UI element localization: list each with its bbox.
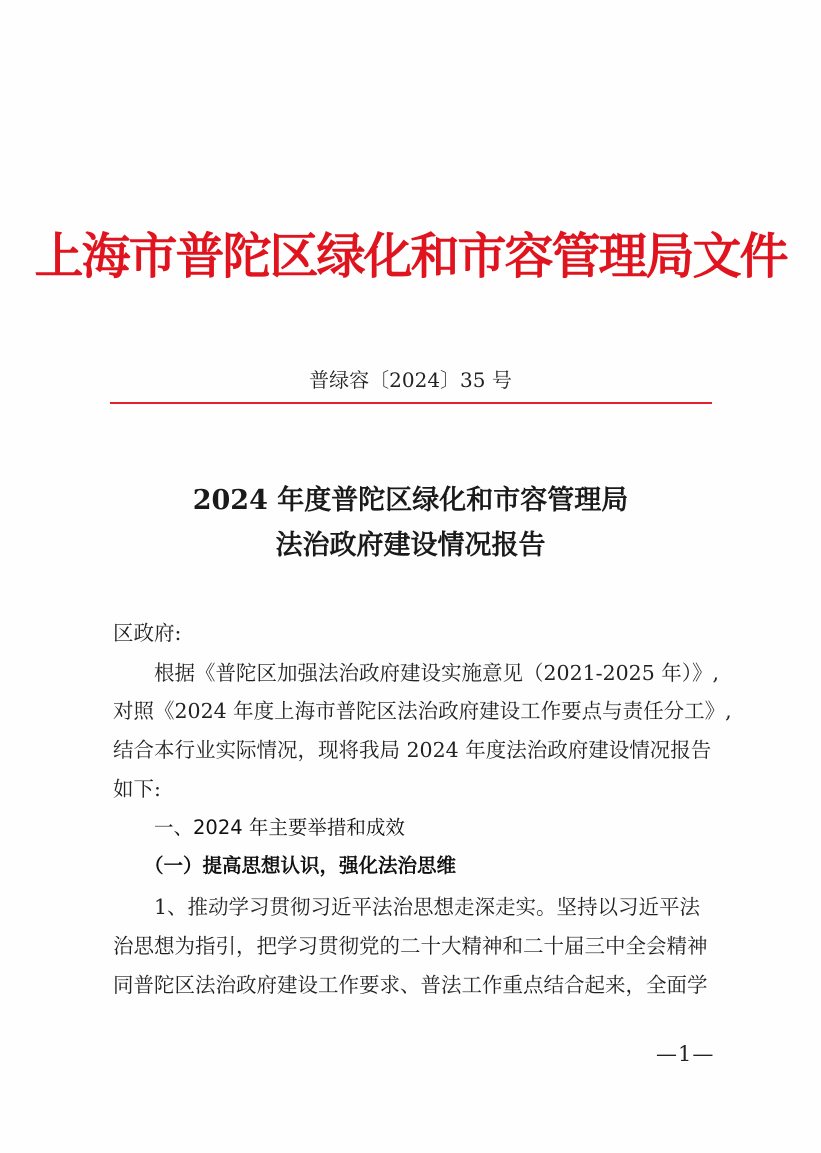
red-separator-line xyxy=(110,402,712,404)
paragraph-line: 对照《2024 年度上海市普陀区法治政府建设工作要点与责任分工》, xyxy=(113,699,732,723)
section-heading: 一、2024 年主要举措和成效 xyxy=(154,816,405,839)
paragraph-line: 结合本行业实际情况，现将我局 2024 年度法治政府建设情况报告 xyxy=(113,738,712,762)
paragraph-line: 治思想为指引，把学习贯彻党的二十大精神和二十届三中全会精神 xyxy=(113,934,708,958)
report-title-line-1: 2024 年度普陀区绿化和市容管理局 xyxy=(192,485,629,516)
paragraph-line: 根据《普陀区加强法治政府建设实施意见（2021-2025 年）》, xyxy=(154,661,720,685)
salutation: 区政府: xyxy=(113,621,182,645)
agency-header-title: 上海市普陀区绿化和市容管理局文件 xyxy=(34,227,787,285)
paragraph-line: 如下: xyxy=(113,777,161,801)
page-number: —1— xyxy=(656,1042,715,1066)
subsection-heading: （一）提高思想认识，强化法治思维 xyxy=(144,854,457,877)
paragraph-line: 同普陀区法治政府建设工作要求、普法工作重点结合起来，全面学 xyxy=(113,973,708,997)
paragraph-line: 1、推动学习贯彻习近平法治思想走深走实。坚持以习近平法 xyxy=(154,895,701,919)
document-number: 普绿容〔2024〕35 号 xyxy=(309,368,512,392)
report-title-line-2: 法治政府建设情况报告 xyxy=(275,530,546,561)
